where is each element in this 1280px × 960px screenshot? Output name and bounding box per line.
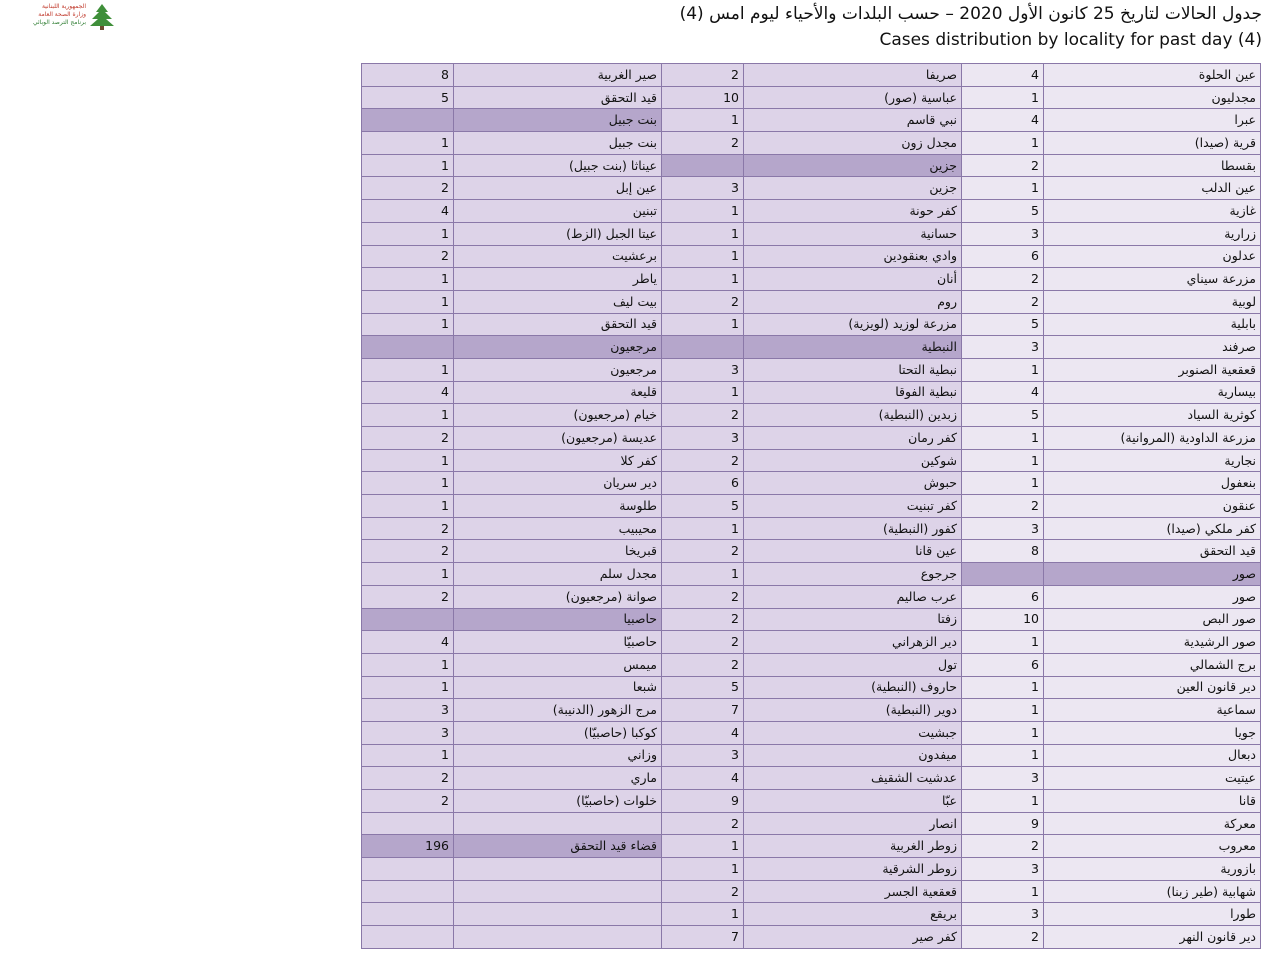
locality-cell: صور	[1044, 585, 1261, 608]
case-count-cell: 1	[962, 86, 1044, 109]
locality-cell: جويا	[1044, 721, 1261, 744]
locality-cell: شوكين	[744, 449, 962, 472]
case-count-cell: 1	[662, 313, 744, 336]
locality-cell: مزرعة الداودية (المروانية)	[1044, 427, 1261, 450]
locality-cell: عبرا	[1044, 109, 1261, 132]
case-count-cell: 2	[362, 540, 454, 563]
case-count-cell: 1	[662, 245, 744, 268]
table-row	[362, 109, 1261, 132]
case-count-cell: 3	[662, 177, 744, 200]
locality-cell: عين قانا	[744, 540, 962, 563]
locality-cell: وادي بعنقودين	[744, 245, 962, 268]
locality-cell: كفر ملكي (صيدا)	[1044, 517, 1261, 540]
case-count-cell	[362, 336, 454, 359]
case-count-cell: 6	[962, 245, 1044, 268]
locality-cell: مرجعيون	[454, 336, 662, 359]
locality-cell: عدشيت الشقيف	[744, 767, 962, 790]
locality-cell: جبشيت	[744, 721, 962, 744]
case-count-cell: 4	[962, 381, 1044, 404]
case-count-cell: 1	[962, 449, 1044, 472]
case-count-cell: 1	[362, 449, 454, 472]
locality-cell: زرارية	[1044, 222, 1261, 245]
locality-cell: خيام (مرجعيون)	[454, 404, 662, 427]
locality-cell: كفر صير	[744, 926, 962, 949]
locality-cell: دبعال	[1044, 744, 1261, 767]
locality-cell: عين الدلب	[1044, 177, 1261, 200]
case-count-cell: 4	[662, 721, 744, 744]
case-count-cell: 1	[362, 744, 454, 767]
table-row	[362, 449, 1261, 472]
case-count-cell: 3	[362, 721, 454, 744]
case-count-cell: 2	[962, 835, 1044, 858]
locality-cell: انصار	[744, 812, 962, 835]
case-count-cell: 9	[662, 790, 744, 813]
case-count-cell	[662, 336, 744, 359]
table-row	[362, 858, 1261, 881]
locality-cell: شبعا	[454, 676, 662, 699]
locality-cell: بقسطا	[1044, 154, 1261, 177]
locality-cell: مرجعيون	[454, 358, 662, 381]
case-count-cell	[662, 154, 744, 177]
locality-cell: خلوات (حاصبيّا)	[454, 790, 662, 813]
locality-cell: حاروف (النبطية)	[744, 676, 962, 699]
case-count-cell: 6	[962, 585, 1044, 608]
locality-cell: نبطية الفوقا	[744, 381, 962, 404]
locality-cell: صريفا	[744, 64, 962, 87]
locality-cell: دير قانون العين	[1044, 676, 1261, 699]
locality-cell: قليعة	[454, 381, 662, 404]
locality-cell: صور البص	[1044, 608, 1261, 631]
case-count-cell: 3	[962, 858, 1044, 881]
case-count-cell: 1	[362, 653, 454, 676]
locality-cell: عيناثا (بنت جبيل)	[454, 154, 662, 177]
locality-cell: بنت جبيل	[454, 109, 662, 132]
table-row	[362, 358, 1261, 381]
case-count-cell: 3	[662, 358, 744, 381]
case-count-cell: 4	[362, 631, 454, 654]
locality-cell: كفر تبنيت	[744, 495, 962, 518]
locality-cell: كفر كلا	[454, 449, 662, 472]
case-count-cell: 6	[662, 472, 744, 495]
locality-cell: كفر حونة	[744, 200, 962, 223]
table-row	[362, 721, 1261, 744]
table-row	[362, 313, 1261, 336]
locality-cell: شهابية (طير زبنا)	[1044, 880, 1261, 903]
case-count-cell: 10	[662, 86, 744, 109]
case-count-cell	[362, 880, 454, 903]
case-count-cell: 2	[362, 517, 454, 540]
locality-cell: قرية (صيدا)	[1044, 132, 1261, 155]
table-row	[362, 64, 1261, 87]
logo-line-1: الجمهورية اللبنانية	[41, 3, 86, 10]
table-row	[362, 132, 1261, 155]
case-count-cell: 2	[662, 653, 744, 676]
locality-cell: بريقع	[744, 903, 962, 926]
case-count-cell: 5	[962, 200, 1044, 223]
locality-cell: عباسية (صور)	[744, 86, 962, 109]
case-count-cell: 1	[962, 472, 1044, 495]
case-count-cell: 1	[362, 563, 454, 586]
locality-cell: مجدل سلم	[454, 563, 662, 586]
case-count-cell: 2	[662, 631, 744, 654]
case-count-cell: 1	[962, 790, 1044, 813]
locality-cell: صور الرشيدية	[1044, 631, 1261, 654]
locality-cell: زوطر الغربية	[744, 835, 962, 858]
case-count-cell: 1	[662, 563, 744, 586]
case-count-cell: 1	[962, 427, 1044, 450]
case-count-cell: 1	[962, 358, 1044, 381]
locality-cell: قيد التحقق	[454, 313, 662, 336]
locality-cell	[454, 858, 662, 881]
case-count-cell: 2	[662, 132, 744, 155]
locality-cell: دوير (النبطية)	[744, 699, 962, 722]
locality-cell: صير الغربية	[454, 64, 662, 87]
case-count-cell: 2	[662, 540, 744, 563]
locality-cell: قبريخا	[454, 540, 662, 563]
case-count-cell: 1	[362, 404, 454, 427]
case-count-cell: 8	[962, 540, 1044, 563]
table-row	[362, 245, 1261, 268]
case-count-cell: 1	[662, 903, 744, 926]
locality-cell: ماري	[454, 767, 662, 790]
case-count-cell: 1	[362, 358, 454, 381]
table-row	[362, 926, 1261, 949]
locality-cell: نجارية	[1044, 449, 1261, 472]
case-count-cell: 7	[662, 926, 744, 949]
case-count-cell: 2	[362, 585, 454, 608]
locality-cell: محيبيب	[454, 517, 662, 540]
table-row	[362, 790, 1261, 813]
case-count-cell: 3	[662, 427, 744, 450]
ministry-logo	[8, 2, 120, 32]
locality-cell: كوثرية السياد	[1044, 404, 1261, 427]
case-count-cell: 3	[962, 336, 1044, 359]
locality-cell: بيت ليف	[454, 290, 662, 313]
case-count-cell: 4	[662, 767, 744, 790]
locality-cell: عديسة (مرجعيون)	[454, 427, 662, 450]
case-count-cell: 3	[362, 699, 454, 722]
case-count-cell: 2	[362, 427, 454, 450]
locality-cell: أنان	[744, 268, 962, 291]
case-count-cell	[362, 858, 454, 881]
locality-cell: عين إبل	[454, 177, 662, 200]
table-row	[362, 653, 1261, 676]
locality-cell: ياطر	[454, 268, 662, 291]
locality-cell: غازية	[1044, 200, 1261, 223]
table-row	[362, 222, 1261, 245]
locality-cell: حاصبيّا	[454, 631, 662, 654]
locality-cell: نبي قاسم	[744, 109, 962, 132]
locality-cell: جزين	[744, 154, 962, 177]
locality-cell: قيد التحقق	[454, 86, 662, 109]
table-row	[362, 585, 1261, 608]
locality-cell: لوبية	[1044, 290, 1261, 313]
case-count-cell: 1	[362, 132, 454, 155]
case-count-cell: 2	[662, 812, 744, 835]
case-count-cell: 1	[962, 631, 1044, 654]
case-count-cell: 1	[962, 721, 1044, 744]
case-count-cell	[962, 563, 1044, 586]
locality-cell: عرب صاليم	[744, 585, 962, 608]
case-count-cell: 1	[962, 699, 1044, 722]
locality-cell: ميفدون	[744, 744, 962, 767]
case-count-cell: 2	[962, 290, 1044, 313]
case-count-cell: 4	[362, 381, 454, 404]
case-count-cell: 1	[362, 290, 454, 313]
locality-cell: عين الحلوة	[1044, 64, 1261, 87]
case-count-cell: 2	[962, 495, 1044, 518]
case-count-cell: 1	[962, 177, 1044, 200]
locality-cell: قانا	[1044, 790, 1261, 813]
locality-cell: معروب	[1044, 835, 1261, 858]
table-row	[362, 200, 1261, 223]
case-count-cell: 5	[662, 676, 744, 699]
case-count-cell: 4	[962, 109, 1044, 132]
locality-cell: بنعفول	[1044, 472, 1261, 495]
locality-cell: قيد التحقق	[1044, 540, 1261, 563]
case-count-cell	[362, 608, 454, 631]
case-count-cell: 2	[662, 64, 744, 87]
locality-cell: طلوسة	[454, 495, 662, 518]
table-row	[362, 676, 1261, 699]
case-count-cell: 196	[362, 835, 454, 858]
locality-cell	[454, 812, 662, 835]
locality-cell: عيتا الجبل (الزط)	[454, 222, 662, 245]
locality-cell: بنت جبيل	[454, 132, 662, 155]
case-count-cell: 1	[662, 835, 744, 858]
case-count-cell	[362, 109, 454, 132]
table-row	[362, 495, 1261, 518]
locality-cell: عدلون	[1044, 245, 1261, 268]
locality-cell: قضاء قيد التحقق	[454, 835, 662, 858]
cedar-icon	[86, 2, 118, 30]
table-row	[362, 290, 1261, 313]
case-count-cell: 1	[662, 517, 744, 540]
table-row	[362, 177, 1261, 200]
locality-cell: زوطر الشرقية	[744, 858, 962, 881]
table-row	[362, 268, 1261, 291]
locality-cell: دير الزهراني	[744, 631, 962, 654]
locality-cell	[454, 903, 662, 926]
locality-cell: حاصبيا	[454, 608, 662, 631]
case-count-cell: 1	[662, 858, 744, 881]
case-count-cell: 1	[662, 200, 744, 223]
locality-cell: معركة	[1044, 812, 1261, 835]
logo-line-2: وزارة الصحة العامة	[38, 11, 86, 18]
case-count-cell: 2	[362, 177, 454, 200]
table-row	[362, 154, 1261, 177]
locality-cell: زبدين (النبطية)	[744, 404, 962, 427]
case-count-cell: 5	[962, 404, 1044, 427]
logo-line-3: برنامج الترصد الوبائي	[32, 19, 86, 26]
locality-cell: صرفند	[1044, 336, 1261, 359]
page-title-english: Cases distribution by locality for past day (4)	[879, 30, 1262, 50]
case-count-cell: 1	[962, 132, 1044, 155]
case-count-cell: 2	[362, 245, 454, 268]
locality-cell: مزرعة لوزيد (لويزية)	[744, 313, 962, 336]
table-row	[362, 517, 1261, 540]
case-count-cell: 1	[362, 154, 454, 177]
case-count-cell: 7	[662, 699, 744, 722]
case-count-cell: 2	[662, 404, 744, 427]
case-count-cell: 5	[962, 313, 1044, 336]
case-count-cell: 3	[662, 744, 744, 767]
case-count-cell: 3	[962, 767, 1044, 790]
case-count-cell: 9	[962, 812, 1044, 835]
case-count-cell: 1	[962, 744, 1044, 767]
case-count-cell: 2	[662, 880, 744, 903]
locality-cell: برعشيت	[454, 245, 662, 268]
table-row	[362, 744, 1261, 767]
table-row	[362, 427, 1261, 450]
case-count-cell: 3	[962, 903, 1044, 926]
case-count-cell	[362, 926, 454, 949]
table-row	[362, 472, 1261, 495]
locality-cell: برج الشمالي	[1044, 653, 1261, 676]
locality-cell: طورا	[1044, 903, 1261, 926]
table-row	[362, 903, 1261, 926]
case-count-cell: 2	[962, 926, 1044, 949]
table-row	[362, 86, 1261, 109]
case-count-cell: 1	[362, 676, 454, 699]
table-row	[362, 835, 1261, 858]
case-count-cell: 2	[362, 790, 454, 813]
locality-cell: كفور (النبطية)	[744, 517, 962, 540]
locality-cell: بيسارية	[1044, 381, 1261, 404]
table-row	[362, 767, 1261, 790]
case-count-cell: 1	[362, 268, 454, 291]
case-count-cell: 1	[662, 109, 744, 132]
case-count-cell: 1	[362, 222, 454, 245]
locality-cell: عنقون	[1044, 495, 1261, 518]
locality-cell: كفر رمان	[744, 427, 962, 450]
locality-cell: حسانية	[744, 222, 962, 245]
locality-cell: النبطية	[744, 336, 962, 359]
locality-cell: مزرعة سيناي	[1044, 268, 1261, 291]
case-count-cell: 6	[962, 653, 1044, 676]
case-count-cell	[362, 812, 454, 835]
case-count-cell: 2	[362, 767, 454, 790]
case-count-cell: 1	[662, 268, 744, 291]
locality-cell: زفتا	[744, 608, 962, 631]
locality-cell: حبوش	[744, 472, 962, 495]
case-count-cell: 1	[662, 222, 744, 245]
locality-cell: دير قانون النهر	[1044, 926, 1261, 949]
logo-text	[8, 3, 86, 27]
page-title-arabic: جدول الحالات لتاريخ 25 كانون الأول 2020 – حسب البلدات والأحياء ليوم امس (4)	[679, 4, 1262, 24]
locality-cell: عبّا	[744, 790, 962, 813]
case-count-cell: 3	[962, 222, 1044, 245]
locality-cell: سماعية	[1044, 699, 1261, 722]
locality-cell: بابلية	[1044, 313, 1261, 336]
case-count-cell: 8	[362, 64, 454, 87]
locality-cell: مرج الزهور (الدنيبة)	[454, 699, 662, 722]
case-count-cell: 2	[662, 585, 744, 608]
locality-cell: تبنين	[454, 200, 662, 223]
locality-cell: تول	[744, 653, 962, 676]
case-count-cell: 3	[962, 517, 1044, 540]
case-count-cell: 2	[662, 290, 744, 313]
table-row	[362, 699, 1261, 722]
locality-cell: كوكبا (حاصبيّا)	[454, 721, 662, 744]
locality-cell: ميمس	[454, 653, 662, 676]
case-count-cell: 5	[362, 86, 454, 109]
case-count-cell: 1	[962, 880, 1044, 903]
case-count-cell: 1	[662, 381, 744, 404]
locality-cell: دير سريان	[454, 472, 662, 495]
case-count-cell: 2	[962, 154, 1044, 177]
table-row	[362, 540, 1261, 563]
locality-cell	[454, 926, 662, 949]
table-row	[362, 381, 1261, 404]
locality-cell: عيتيت	[1044, 767, 1261, 790]
case-count-cell: 1	[362, 495, 454, 518]
table-row	[362, 608, 1261, 631]
case-count-cell: 4	[962, 64, 1044, 87]
locality-cell: مجدليون	[1044, 86, 1261, 109]
locality-cell: جزين	[744, 177, 962, 200]
case-count-cell	[362, 903, 454, 926]
locality-cell: وزاني	[454, 744, 662, 767]
table-row	[362, 336, 1261, 359]
case-count-cell: 1	[962, 676, 1044, 699]
case-count-cell: 4	[362, 200, 454, 223]
cases-table	[361, 63, 1261, 949]
table-row	[362, 631, 1261, 654]
locality-cell: قعقعية الجسر	[744, 880, 962, 903]
case-count-cell: 2	[662, 449, 744, 472]
locality-cell: صور	[1044, 563, 1261, 586]
locality-cell: قعقعية الصنوبر	[1044, 358, 1261, 381]
table-row	[362, 880, 1261, 903]
case-count-cell: 1	[362, 313, 454, 336]
case-count-cell: 2	[662, 608, 744, 631]
table-row	[362, 812, 1261, 835]
case-count-cell: 5	[662, 495, 744, 518]
case-count-cell: 1	[362, 472, 454, 495]
locality-cell: مجدل زون	[744, 132, 962, 155]
table-row	[362, 563, 1261, 586]
locality-cell: جرجوع	[744, 563, 962, 586]
locality-cell	[454, 880, 662, 903]
locality-cell: روم	[744, 290, 962, 313]
case-count-cell: 2	[962, 268, 1044, 291]
locality-cell: صوانة (مرجعيون)	[454, 585, 662, 608]
locality-cell: نبطية التحتا	[744, 358, 962, 381]
locality-cell: بازورية	[1044, 858, 1261, 881]
table-row	[362, 404, 1261, 427]
case-count-cell: 10	[962, 608, 1044, 631]
